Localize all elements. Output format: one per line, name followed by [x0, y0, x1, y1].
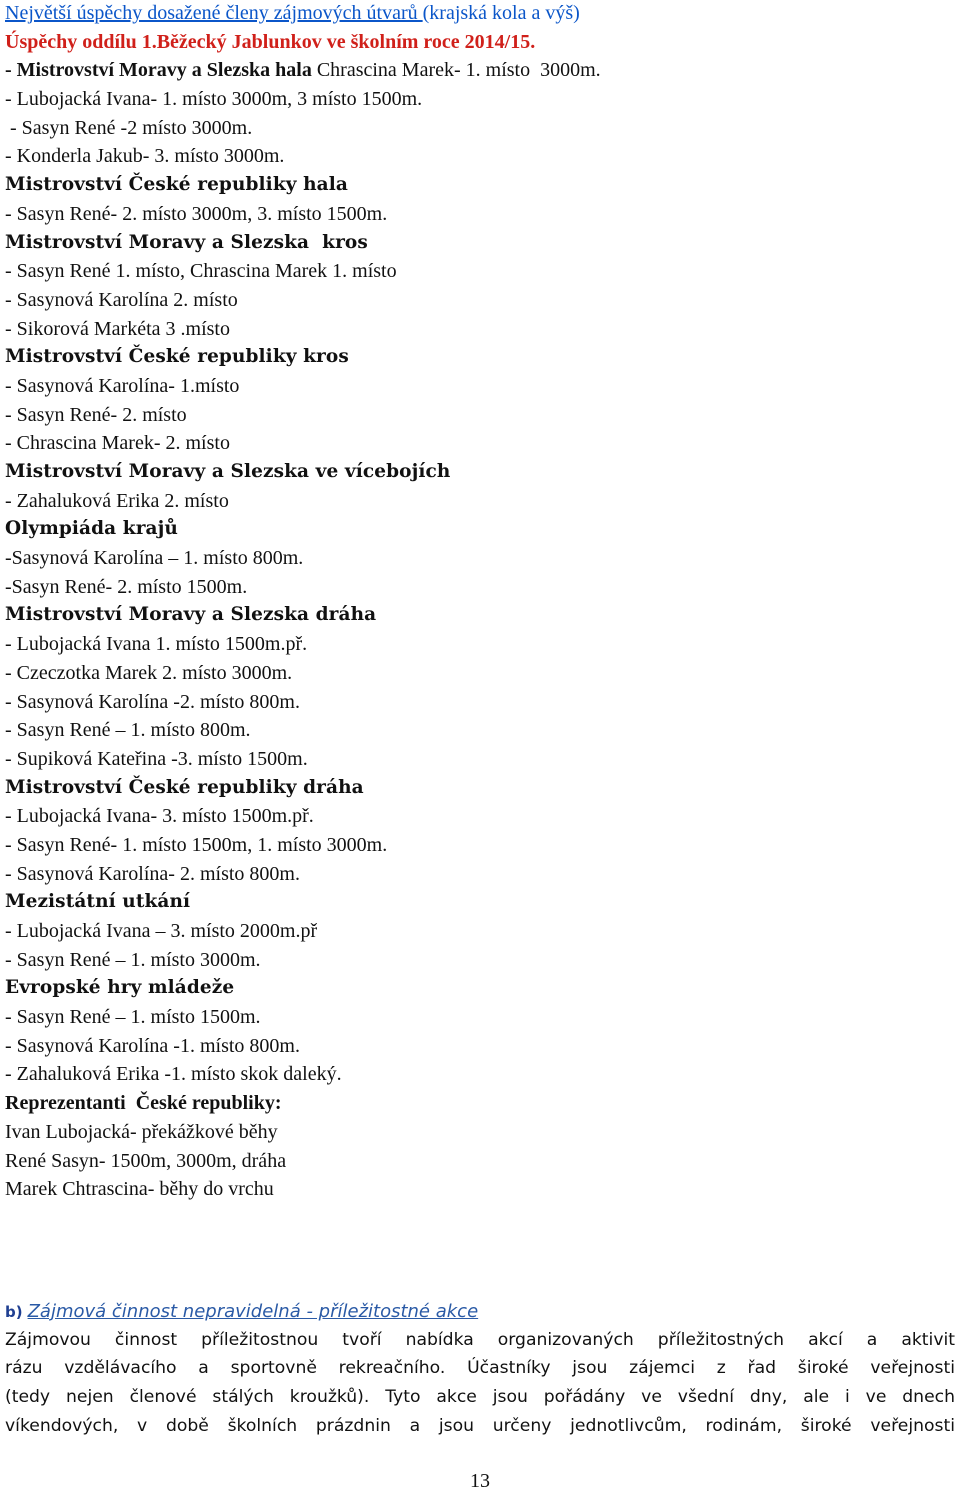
page-heading	[5, 0, 957, 28]
result-line: - Zahaluková Erika -1. místo skok daleký.	[5, 1063, 342, 1086]
section-b-marker: b)	[5, 1302, 23, 1321]
result-line: - Sikorová Markéta 3 .místo	[5, 317, 230, 340]
result-line: - Lubojacká Ivana- 1. místo 3000m, 3 místo 1500m.	[5, 88, 423, 111]
competition-heading: Mistrovství Moravy a Slezska dráha	[5, 604, 377, 626]
result-line: - Sasynová Karolína- 1.místo	[5, 374, 240, 397]
result-line: - Sasyn René- 2. místo	[5, 403, 187, 426]
result-line: - Sasynová Karolína- 2. místo 800m.	[5, 862, 300, 885]
result-line: - Zahaluková Erika 2. místo	[5, 489, 229, 512]
result-line: - Sasynová Karolína -2. místo 800m.	[5, 690, 300, 713]
result-line: - Sasynová Karolína -1. místo 800m.	[5, 1034, 300, 1057]
competition-name: - Mistrovství Moravy a Slezska hala	[5, 59, 317, 82]
heading-underlined: Největší úspěchy dosažené členy zájmových útvarů	[5, 2, 423, 24]
competition-heading: Evropské hry mládeže	[5, 977, 235, 999]
result-line: - Czeczotka Marek 2. místo 3000m.	[5, 661, 293, 684]
result-line: -Sasynová Karolína – 1. místo 800m.	[5, 547, 304, 570]
result-line	[5, 56, 957, 85]
representatives-heading: Reprezentanti České republiky:	[5, 1092, 282, 1115]
result-line: - Sasyn René – 1. místo 800m.	[5, 719, 251, 742]
section-b-paragraph	[5, 1326, 955, 1440]
page-number: 13	[470, 1470, 490, 1492]
result-line: - Chrascina Marek- 2. místo	[5, 432, 230, 455]
heading-rest: (krajská kola a výš)	[422, 2, 580, 24]
paragraph-line: Zájmovou činnost příležitostnou tvoří nabídka organizovaných příležitostných akcí a aktivit	[5, 1329, 955, 1350]
result-line: - Sasynová Karolína 2. místo	[5, 288, 238, 311]
competition-heading: Mistrovství České republiky dráha	[5, 776, 364, 798]
competition-heading: Mistrovství České republiky kros	[5, 346, 349, 368]
result-text: Chrascina Marek- 1. místo 3000m.	[316, 59, 601, 82]
competition-heading: Olympiáda krajů	[5, 518, 178, 540]
spacer	[5, 1204, 957, 1277]
paragraph-line: (tedy nejen členové stálých kroužků). Tyto akce jsou pořádány ve všední dny, ale i ve dnech	[5, 1387, 955, 1408]
result-line: - Sasyn René- 1. místo 1500m, 1. místo 3000m.	[5, 833, 388, 856]
result-line: -Sasyn René- 2. místo 1500m.	[5, 575, 248, 598]
section-b-title: Zájmová činnost nepravidelná - příležitostné akce	[27, 1300, 479, 1322]
section-b-heading	[5, 1296, 957, 1326]
result-line: - Sasyn René – 1. místo 1500m.	[5, 1006, 261, 1029]
result-line: - Sasyn René 1. místo, Chrascina Marek 1. místo	[5, 260, 397, 283]
paragraph-line: víkendových, v době školních prázdnin a jsou určeny jednotlivcům, rodinám, široké veřejnosti	[5, 1415, 955, 1436]
result-line: Ivan Lubojacká- překážkové běhy	[5, 1120, 278, 1143]
result-line: - Lubojacká Ivana- 3. místo 1500m.př.	[5, 805, 314, 828]
result-line: - Sasyn René -2 místo 3000m.	[5, 116, 253, 139]
result-line: - Sasyn René – 1. místo 3000m.	[5, 948, 261, 971]
paragraph-line: rázu vzdělávacího a sportovně rekreačního. Účastníky jsou zájemci z řad široké veřejnosti	[5, 1358, 955, 1379]
document-page	[5, 0, 957, 1440]
result-line: - Lubojacká Ivana – 3. místo 2000m.př	[5, 920, 318, 942]
competition-heading: Mistrovství České republiky hala	[5, 174, 348, 196]
result-line: René Sasyn- 1500m, 3000m, dráha	[5, 1149, 287, 1172]
result-line: - Konderla Jakub- 3. místo 3000m.	[5, 145, 285, 168]
result-line: - Sasyn René- 2. místo 3000m, 3. místo 1500m.	[5, 202, 388, 225]
result-line: - Lubojacká Ivana 1. místo 1500m.př.	[5, 633, 308, 656]
results-list	[5, 56, 957, 1204]
result-line: - Supiková Kateřina -3. místo 1500m.	[5, 747, 308, 770]
club-subtitle: Úspěchy oddílu 1.Běžecký Jablunkov ve školním roce 2014/15.	[5, 30, 536, 53]
competition-heading: Mezistátní utkání	[5, 891, 191, 913]
competition-heading: Mistrovství Moravy a Slezska ve vícebojích	[5, 461, 451, 482]
competition-heading: Mistrovství Moravy a Slezska kros	[5, 231, 368, 253]
result-line: Marek Chtrascina- běhy do vrchu	[5, 1178, 274, 1201]
